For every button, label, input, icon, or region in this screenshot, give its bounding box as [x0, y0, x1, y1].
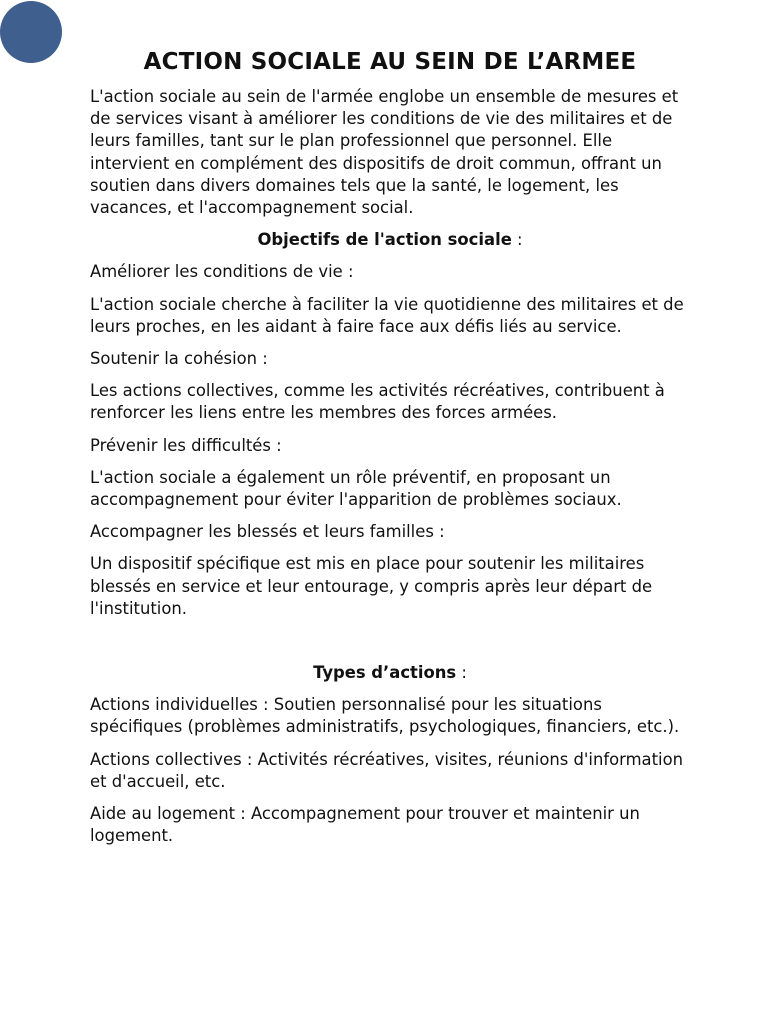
type-item-3: Aide au logement : Accompagnement pour trouver et maintenir un logement. — [90, 804, 640, 846]
type-item-2: Actions collectives : Activités récréatives, visites, réunions d'information et d'accueil, etc. — [90, 749, 683, 791]
corner-circle-decoration — [0, 1, 62, 63]
objectives-heading — [90, 229, 690, 251]
document-page — [90, 46, 690, 857]
objective-text-4: Un dispositif spécifique est mis en place pour soutenir les militaires blessés en service et leur entourage, y compris après leur départ de l'institution. — [90, 554, 653, 618]
document-title: ACTION SOCIALE AU SEIN DE L’ARMEE — [143, 49, 637, 75]
objective-text-1: L'action sociale cherche à faciliter la vie quotidienne des militaires et de leurs proches, en les aidant à faire face aux défis liés au service. — [90, 294, 684, 336]
intro-paragraph: L'action sociale au sein de l'armée englobe un ensemble de mesures et de services visant à améliorer les conditions de vie des militaires et de leurs familles, tant sur le plan professionnel que personnel. Elle intervient en complément des dispositifs de droit commun, offrant un soutien dans divers domaines tels que la santé, le logement, les vacances, et l'accompagnement social. — [90, 87, 679, 218]
objective-label-4: Accompagner les blessés et leurs familles : — [90, 522, 445, 542]
section-spacer — [90, 630, 690, 662]
objective-label-2: Soutenir la cohésion : — [90, 349, 268, 369]
objective-text-3: L'action sociale a également un rôle préventif, en proposant un accompagnement pour éviter l'apparition de problèmes sociaux. — [90, 467, 622, 510]
objective-label-3: Prévenir les difficultés : — [90, 435, 282, 455]
objectives-heading-text: Objectifs de l'action sociale — [257, 230, 512, 250]
objectives-heading-suffix: : — [511, 230, 523, 250]
objective-label-1: Améliorer les conditions de vie : — [90, 262, 354, 282]
objective-text-2: Les actions collectives, comme les activités récréatives, contribuent à renforcer les liens entre les membres des forces armées. — [90, 381, 665, 423]
types-heading-suffix: : — [456, 663, 467, 683]
types-heading — [90, 662, 690, 684]
types-heading-text: Types d’actions — [313, 663, 457, 683]
type-item-1: Actions individuelles : Soutien personnalisé pour les situations spécifiques (problèmes administratifs, psychologiques, financiers, etc.). — [90, 695, 680, 737]
